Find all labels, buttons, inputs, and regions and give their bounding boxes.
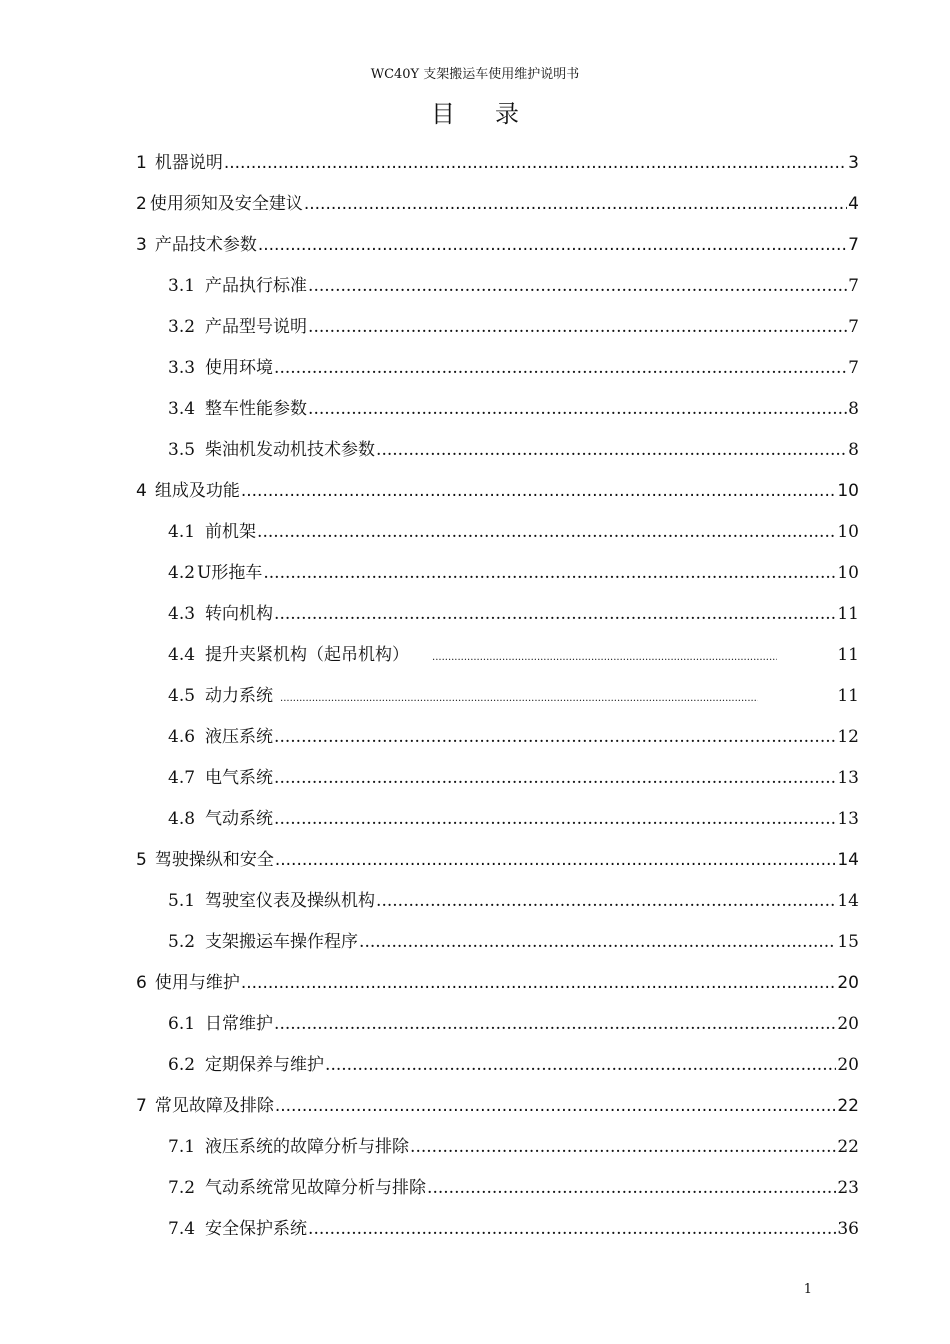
- toc-leader: [274, 809, 836, 829]
- toc-entry-number: 4.1: [168, 522, 196, 542]
- toc-entry-number: 4.5: [168, 686, 196, 706]
- toc-entry-page: 12: [837, 727, 859, 747]
- toc-entry-number: 1: [136, 153, 147, 173]
- toc-entry-page: 20: [837, 1014, 859, 1034]
- toc-entry-number: 3.5: [168, 440, 196, 460]
- toc-entry-number: 6: [136, 973, 147, 993]
- toc-entry[interactable]: [168, 271, 859, 296]
- toc-entry-label: 产品型号说明: [205, 317, 308, 337]
- toc-entry-page: 22: [837, 1137, 859, 1157]
- toc-entry-page: 10: [837, 481, 859, 501]
- toc-entry-number: 5.1: [168, 891, 196, 911]
- toc-entry[interactable]: [168, 599, 859, 624]
- toc-entry-label: 整车性能参数: [205, 399, 308, 419]
- toc-entry-page: 7: [848, 276, 859, 296]
- toc-entry-label: 驾驶操纵和安全: [154, 850, 274, 870]
- toc-entry-label: 定期保养与维护: [205, 1055, 325, 1075]
- toc-leader: [308, 399, 847, 419]
- toc-entry-label: 转向机构: [205, 604, 274, 624]
- toc-entry[interactable]: [168, 1050, 859, 1075]
- toc-entry[interactable]: [136, 148, 859, 173]
- toc-entry[interactable]: [168, 1214, 859, 1239]
- toc-entry-page: 23: [837, 1178, 859, 1198]
- toc-leader: [304, 194, 847, 214]
- toc-entry-label: 驾驶室仪表及操纵机构: [205, 891, 376, 911]
- toc-entry[interactable]: [168, 558, 859, 583]
- toc-leader: [241, 481, 837, 501]
- toc-entry-label: 组成及功能: [154, 481, 240, 501]
- toc-entry[interactable]: [168, 640, 859, 665]
- toc-entry-number: 5: [136, 850, 147, 870]
- toc-entry-number: 5.2: [168, 932, 196, 952]
- toc-entry[interactable]: [168, 353, 859, 378]
- toc-entry-label: 使用须知及安全建议: [149, 194, 303, 214]
- toc-entry-label: 日常维护: [205, 1014, 274, 1034]
- toc-leader: [274, 727, 836, 747]
- running-header: WC40Y 支架搬运车使用维护说明书: [370, 67, 580, 82]
- toc-entry-number: 4.2: [168, 563, 196, 583]
- toc-entry-label: 前机架: [205, 522, 257, 542]
- toc-entry-page: 10: [837, 522, 859, 542]
- toc-leader: [308, 276, 847, 296]
- toc-entry-number: 3: [136, 235, 147, 255]
- toc-entry-number: 7.4: [168, 1219, 196, 1239]
- toc-entry-page: 15: [837, 932, 859, 952]
- toc-entry-number: 4.8: [168, 809, 196, 829]
- toc-entry-page: 11: [837, 645, 859, 665]
- toc-leader: [274, 604, 836, 624]
- toc-entry-page: 36: [837, 1219, 859, 1239]
- toc-entry[interactable]: [136, 1091, 859, 1116]
- toc-entry[interactable]: [168, 312, 859, 337]
- toc-entry-number: 3.1: [168, 276, 196, 296]
- toc-leader: [275, 850, 837, 870]
- toc-leader: [376, 440, 847, 460]
- toc-entry-page: 4: [848, 194, 859, 214]
- toc-leader: [274, 768, 836, 788]
- toc-entry-number: 3.4: [168, 399, 196, 419]
- toc-entry-label: 产品技术参数: [154, 235, 257, 255]
- toc-entry-label: 常见故障及排除: [154, 1096, 274, 1116]
- toc-entry-number: 3.3: [168, 358, 196, 378]
- toc-entry[interactable]: [136, 230, 859, 255]
- toc-entry-page: 8: [848, 399, 859, 419]
- toc-entry-number: 4.7: [168, 768, 196, 788]
- toc-entry[interactable]: [168, 435, 859, 460]
- toc-entry-label: 支架搬运车操作程序: [205, 932, 359, 952]
- toc-entry-page: 10: [837, 563, 859, 583]
- toc-entry[interactable]: [136, 845, 859, 870]
- toc-leader: [325, 1055, 836, 1075]
- toc-entry[interactable]: [168, 927, 859, 952]
- page-number-text: 1: [803, 1282, 812, 1297]
- toc-entry-page: 13: [837, 768, 859, 788]
- toc-entry[interactable]: [168, 394, 859, 419]
- page-number: [0, 1282, 950, 1297]
- toc-entry-number: 4.3: [168, 604, 196, 624]
- toc-entry[interactable]: [168, 886, 859, 911]
- toc-entry-label: 使用与维护: [154, 973, 240, 993]
- toc-entry-label: 柴油机发动机技术参数: [205, 440, 376, 460]
- toc-leader: [376, 891, 836, 911]
- toc-leader: [275, 1096, 837, 1116]
- toc-leader: [274, 1014, 836, 1034]
- toc-entry-label: 机器说明: [154, 153, 223, 173]
- toc-entry-label: 产品执行标准: [205, 276, 308, 296]
- toc-entry[interactable]: [168, 1009, 859, 1034]
- toc-entry-page: 14: [837, 891, 859, 911]
- toc-entry-page: 22: [837, 1096, 859, 1116]
- toc-entry-label: U形拖车: [197, 563, 263, 583]
- toc-leader: [263, 563, 836, 583]
- toc-entry-label: 液压系统: [205, 727, 274, 747]
- toc-entry-label: 液压系统的故障分析与排除: [205, 1137, 410, 1157]
- toc-leader: [427, 1178, 836, 1198]
- toc-entry-label: 使用环境: [205, 358, 274, 378]
- toc-leader: [274, 358, 847, 378]
- toc-entry-number: 3.2: [168, 317, 196, 337]
- toc-entry[interactable]: [136, 476, 859, 501]
- toc-leader: [224, 153, 847, 173]
- toc-entry[interactable]: [168, 763, 859, 788]
- toc-entry-page: 7: [848, 317, 859, 337]
- toc-entry-number: 7: [136, 1096, 147, 1116]
- toc-leader: [241, 973, 837, 993]
- toc-entry-number: 4.4: [168, 645, 196, 665]
- toc-leader: [308, 1219, 836, 1239]
- toc-entry-page: 3: [848, 153, 859, 173]
- toc-entry-label: 安全保护系统: [205, 1219, 308, 1239]
- toc-entry-label: 提升夹紧机构（起吊机构）: [205, 645, 410, 665]
- toc-entry[interactable]: [168, 804, 859, 829]
- toc-entry-label: 气动系统: [205, 809, 274, 829]
- toc-entry-page: 11: [837, 686, 859, 706]
- toc-entry[interactable]: [136, 968, 859, 993]
- toc-entry-number: 6.2: [168, 1055, 196, 1075]
- toc-entry-label: 气动系统常见故障分析与排除: [205, 1178, 427, 1198]
- toc-entry-page: 11: [837, 604, 859, 624]
- toc-entry[interactable]: [168, 681, 859, 706]
- toc-entry[interactable]: [168, 517, 859, 542]
- toc-entry-page: 7: [848, 358, 859, 378]
- toc-entry-number: 2: [136, 194, 147, 214]
- toc-entry-label: 电气系统: [205, 768, 274, 788]
- toc-entry-number: 4.6: [168, 727, 196, 747]
- toc-entry[interactable]: [168, 722, 859, 747]
- toc-entry-page: 8: [848, 440, 859, 460]
- toc-entry-number: 7.1: [168, 1137, 196, 1157]
- toc-entry-page: 13: [837, 809, 859, 829]
- toc-entry-page: 20: [837, 973, 859, 993]
- toc-leader: [280, 693, 758, 704]
- toc-entry[interactable]: [168, 1173, 859, 1198]
- toc-leader: [359, 932, 836, 952]
- page-title: 目录: [431, 100, 559, 128]
- toc-leader: [410, 1137, 836, 1157]
- toc-leader: [432, 652, 777, 663]
- toc-leader: [257, 522, 836, 542]
- toc-entry-page: 20: [837, 1055, 859, 1075]
- toc-entry[interactable]: [168, 1132, 859, 1157]
- toc-entry-page: 14: [837, 850, 859, 870]
- toc-entry-label: 动力系统: [205, 686, 274, 706]
- toc-entry-number: 6.1: [168, 1014, 196, 1034]
- toc-leader: [308, 317, 847, 337]
- toc-entry-number: 4: [136, 481, 147, 501]
- toc-leader: [258, 235, 847, 255]
- toc-entry-page: 7: [848, 235, 859, 255]
- toc-entry[interactable]: [136, 189, 859, 214]
- toc-entry-number: 7.2: [168, 1178, 196, 1198]
